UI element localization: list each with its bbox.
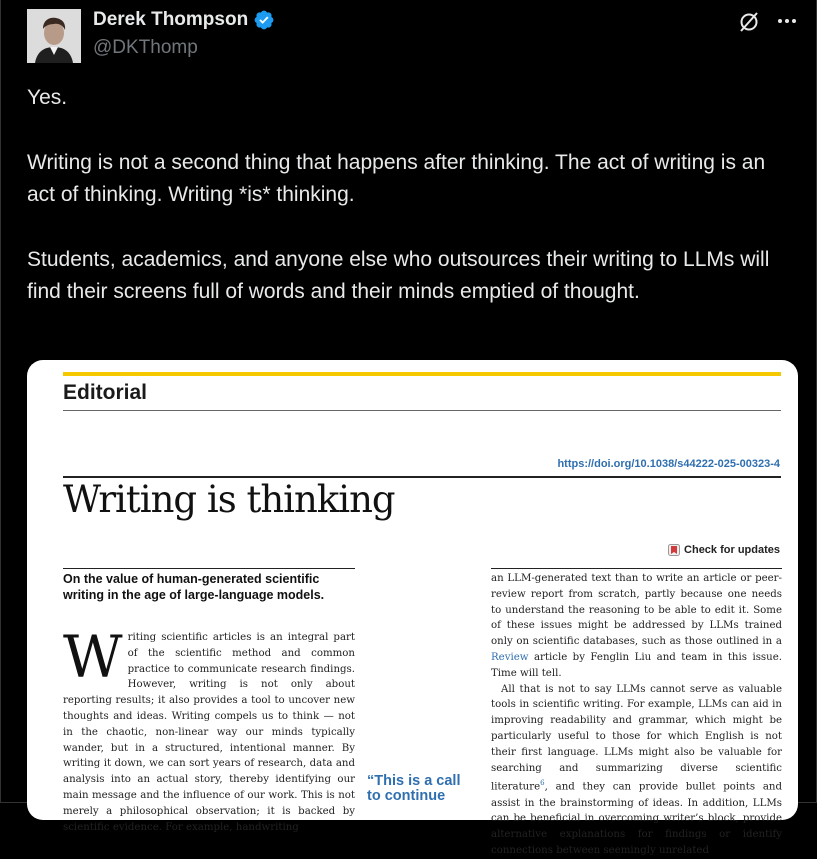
article-body-text: an LLM-generated text than to write an article or peer-review report from scratch, partly because one needs to understand the reasoning to be able to edit it. Some of these issues might be addressed by LLMs trained only on scientific databases, such as those outlined in a	[491, 573, 782, 648]
avatar-portrait-icon	[27, 9, 81, 63]
check-updates-label: Check for updates	[684, 544, 780, 556]
article-standfirst: On the value of human-generated scientific writing in the age of large-language models.	[63, 572, 325, 602]
article-body-text: article by Fenglin Liu and team in this issue. Time will tell.	[491, 651, 782, 679]
doi-link: https://doi.org/10.1038/s44222-025-00323-4	[557, 458, 780, 470]
section-label: Editorial	[63, 381, 148, 404]
tweet-paragraph: Students, academics, and anyone else who outsources their writing to LLMs will find their screens full of words and their minds emptied of thought.	[27, 247, 770, 303]
article-body-text: riting scientific articles is an integral part of the scientific method and common practice to communicate research findings. However, writing is not only about reporting results; it also provides a tool to uncover new thoughts and ideas. Writing compels us to think — not in the chaotic, non-linear way our minds typically wander, but in a structured, intentional manner. By writing it down, we can sort years of research, data and analysis into an actual story, thereby identifying our main message and the influence of our work. This is not merely a philosophical observation; it is backed by scientific evidence. For example, handwriting	[63, 632, 355, 833]
tweet-text	[27, 82, 797, 309]
avatar[interactable]	[27, 9, 81, 63]
article-body-text: All that is not to say LLMs cannot serve as valuable tools in scientific writing. For example, LLMs can aid in improving readability and grammar, which might be particularly useful to those for which English is not their first language. LLMs might also be valuable for searching and summarizing diverse scientific literature	[491, 683, 782, 793]
author-handle[interactable]: @DKThomp	[93, 37, 198, 58]
pull-quote: “This is a call to continue	[367, 773, 461, 804]
review-link: Review	[491, 651, 529, 663]
article-body-text: , and they can provide bullet points and assist in the brainstorming of ideas. In addition, LLMs can be beneficial in overcoming writer’s block, provide alternative explanations for findings or identify connections between seemingly unrelated	[491, 781, 782, 856]
accent-bar	[63, 372, 781, 376]
author-name[interactable]: Derek Thompson	[93, 9, 249, 30]
check-updates-icon	[668, 544, 680, 556]
article-right-column	[491, 568, 782, 859]
more-icon[interactable]	[777, 18, 797, 24]
drop-cap: W	[63, 623, 123, 691]
grok-icon[interactable]	[737, 10, 761, 34]
divider	[63, 410, 781, 411]
article-title: Writing is thinking	[63, 478, 395, 521]
article-body-left	[63, 623, 355, 835]
tweet-image[interactable]	[27, 360, 798, 856]
divider	[491, 568, 782, 569]
verified-badge-icon	[253, 9, 275, 31]
check-updates-badge	[668, 544, 780, 556]
article-left-column	[63, 568, 355, 603]
article-body-right	[491, 571, 782, 859]
tweet-paragraph: Yes.	[27, 86, 68, 109]
tweet-paragraph: Writing is not a second thing that happens after thinking. The act of writing is an act of thinking. Writing *is* thinking.	[27, 150, 766, 206]
reference-number: 6	[540, 779, 545, 788]
divider	[63, 568, 355, 569]
